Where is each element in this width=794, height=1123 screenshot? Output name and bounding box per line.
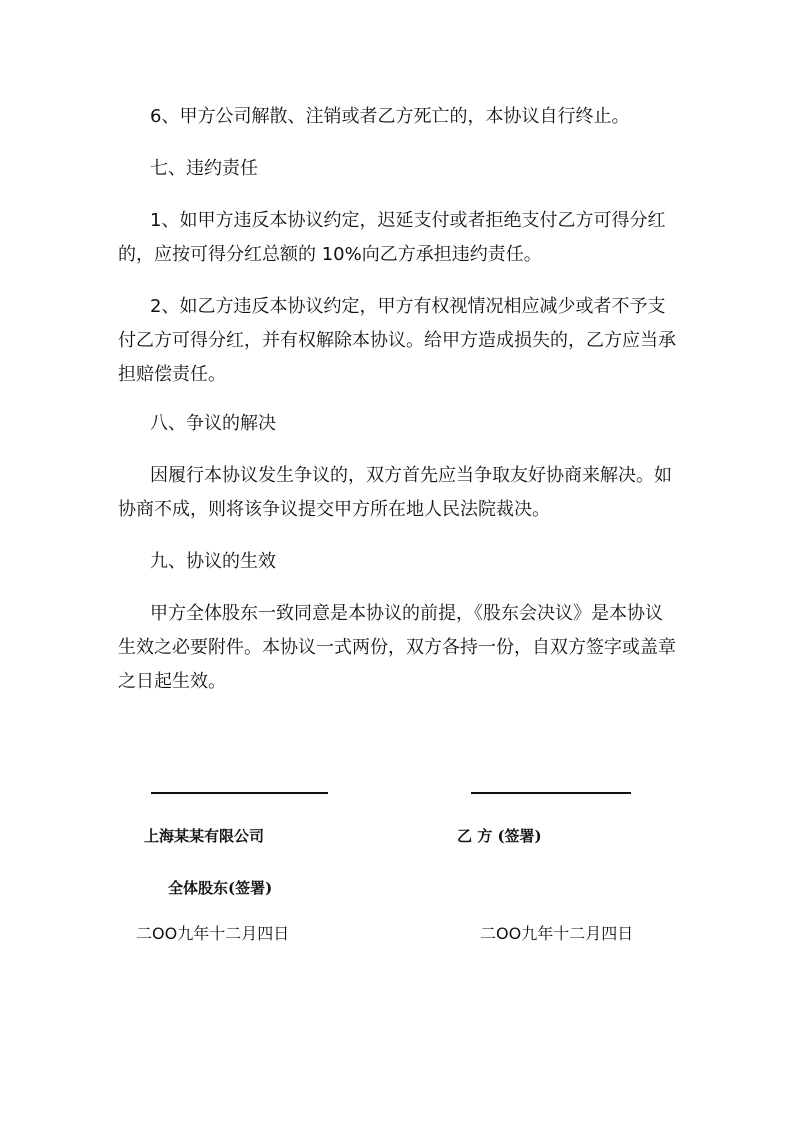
section-heading-breach: 七、违约责任 <box>150 158 258 179</box>
party-b-signature-line <box>471 792 631 794</box>
clause-7-1: 1、如甲方违反本协议约定，迟延支付或者拒绝支付乙方可得分红的，应按可得分红总额的 10%向乙方承担违约责任。 <box>118 210 666 265</box>
party-a-signature-line <box>151 792 328 794</box>
section-heading-effect: 九、协议的生效 <box>150 551 276 572</box>
party-a-shareholders: 全体股东(签署) <box>168 879 273 897</box>
party-a-date: 二OO九年十二月四日 <box>136 924 290 943</box>
section-heading-dispute: 八、争议的解决 <box>150 413 276 434</box>
clause-7-2: 2、如乙方违反本协议约定，甲方有权视情况相应减少或者不予支付乙方可得分红，并有权解除本协议。给甲方造成损失的，乙方应当承担赔偿责任。 <box>118 296 676 385</box>
party-a-company: 上海某某有限公司 <box>144 827 265 845</box>
clause-8: 因履行本协议发生争议的，双方首先应当争取友好协商来解决。如协商不成，则将该争议提交甲方所在地人民法院裁决。 <box>118 465 672 520</box>
party-b-date: 二OO九年十二月四日 <box>480 924 634 943</box>
clause-9: 甲方全体股东一致同意是本协议的前提，《股东会决议》是本协议生效之必要附件。本协议一式两份，双方各持一份，自双方签字或盖章之日起生效。 <box>118 603 676 692</box>
clause-6: 6、甲方公司解散、注销或者乙方死亡的，本协议自行终止。 <box>150 106 630 127</box>
party-b-label: 乙 方 (签署) <box>457 827 542 845</box>
